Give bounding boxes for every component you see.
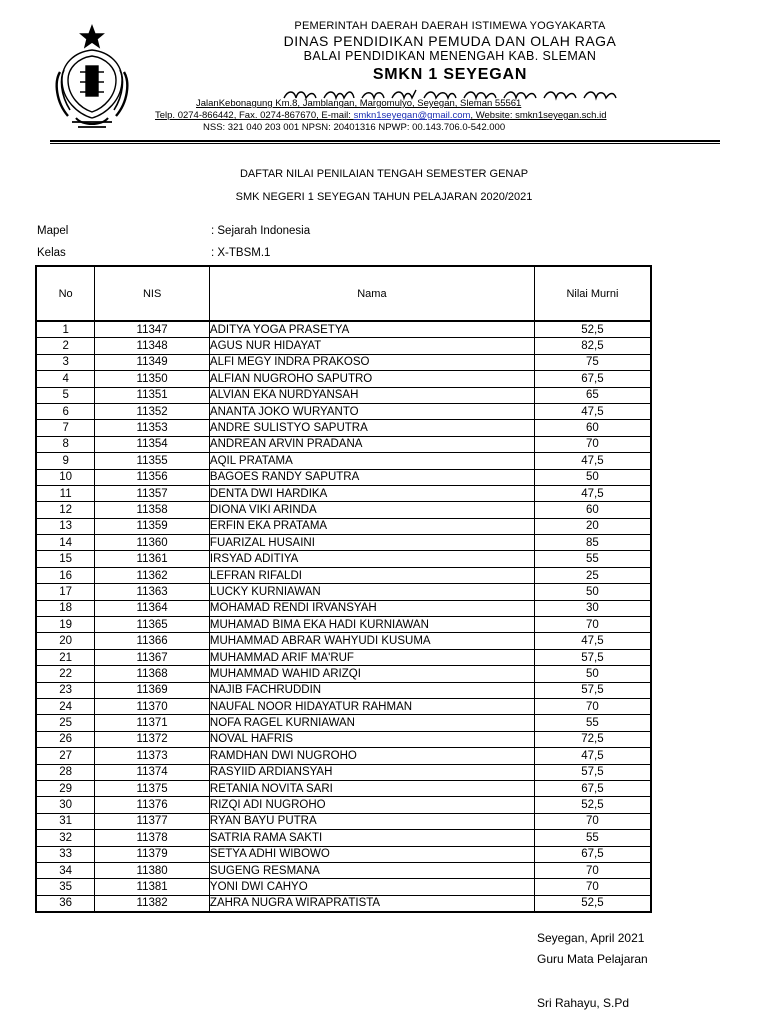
table-row — [36, 354, 651, 370]
cell-nama: SETYA ADHI WIBOWO — [209, 846, 534, 862]
cell-nis: 11354 — [95, 436, 210, 452]
cell-no: 15 — [36, 551, 95, 567]
cell-nama: ANDRE SULISTYO SAPUTRA — [209, 420, 534, 436]
cell-nilai: 55 — [534, 715, 651, 731]
cell-nilai: 50 — [534, 666, 651, 682]
cell-no: 23 — [36, 682, 95, 698]
cell-nama: RASYIID ARDIANSYAH — [209, 764, 534, 780]
table-row — [36, 453, 651, 469]
cell-nis: 11347 — [95, 321, 210, 338]
cell-nilai: 82,5 — [534, 338, 651, 354]
letterhead — [0, 0, 768, 145]
cell-no: 34 — [36, 862, 95, 878]
table-row — [36, 617, 651, 633]
table-row — [36, 436, 651, 452]
cell-no: 11 — [36, 485, 95, 501]
cell-nama: AGUS NUR HIDAYAT — [209, 338, 534, 354]
cell-nilai: 67,5 — [534, 780, 651, 796]
cell-nis: 11382 — [95, 895, 210, 912]
cell-nama: AQIL PRATAMA — [209, 453, 534, 469]
cell-no: 29 — [36, 780, 95, 796]
cell-nis: 11367 — [95, 649, 210, 665]
cell-nilai: 65 — [534, 387, 651, 403]
cell-nis: 11375 — [95, 780, 210, 796]
cell-nis: 11353 — [95, 420, 210, 436]
cell-no: 13 — [36, 518, 95, 534]
cell-no: 7 — [36, 420, 95, 436]
kelas-label: Kelas — [37, 247, 66, 259]
cell-nama: IRSYAD ADITIYA — [209, 551, 534, 567]
header-nis: NIS — [95, 266, 210, 321]
table-row — [36, 584, 651, 600]
letterhead-line2: DINAS PENDIDIKAN PEMUDA DAN OLAH RAGA — [283, 33, 617, 49]
header-nama: Nama — [209, 266, 534, 321]
cell-nama: ALFIAN NUGROHO SAPUTRO — [209, 371, 534, 387]
cell-no: 8 — [36, 436, 95, 452]
table-row — [36, 797, 651, 813]
cell-nama: ZAHRA NUGRA WIRAPRATISTA — [209, 895, 534, 912]
cell-no: 4 — [36, 371, 95, 387]
table-row — [36, 387, 651, 403]
cell-no: 9 — [36, 453, 95, 469]
cell-nilai: 85 — [534, 535, 651, 551]
cell-nilai: 57,5 — [534, 764, 651, 780]
cell-nilai: 50 — [534, 469, 651, 485]
cell-no: 26 — [36, 731, 95, 747]
cell-nilai: 25 — [534, 567, 651, 583]
cell-nama: NOFA RAGEL KURNIAWAN — [209, 715, 534, 731]
cell-nilai: 70 — [534, 436, 651, 452]
cell-no: 21 — [36, 649, 95, 665]
cell-no: 33 — [36, 846, 95, 862]
cell-nilai: 72,5 — [534, 731, 651, 747]
table-row — [36, 715, 651, 731]
cell-no: 3 — [36, 354, 95, 370]
table-row — [36, 879, 651, 895]
cell-nilai: 52,5 — [534, 321, 651, 338]
table-row — [36, 748, 651, 764]
table-row — [36, 518, 651, 534]
cell-nilai: 60 — [534, 502, 651, 518]
cell-nis: 11348 — [95, 338, 210, 354]
cell-no: 5 — [36, 387, 95, 403]
table-row — [36, 403, 651, 419]
table-row — [36, 633, 651, 649]
cell-nama: RIZQI ADI NUGROHO — [209, 797, 534, 813]
cell-nis: 11360 — [95, 535, 210, 551]
cell-no: 35 — [36, 879, 95, 895]
cell-nis: 11361 — [95, 551, 210, 567]
letterhead-address: JalanKebonagung Km.8, Jamblangan, Margomulyo, Seyegan, Sleman 55561 — [196, 98, 522, 109]
letterhead-contact: Telp. 0274-866442, Fax. 0274-867670, E-mail: smkn1seyegan@gmail.com, Website: smkn1seyegan.sch.id — [155, 110, 607, 121]
cell-nilai: 70 — [534, 879, 651, 895]
cell-nis: 11372 — [95, 731, 210, 747]
cell-nis: 11363 — [95, 584, 210, 600]
cell-nis: 11366 — [95, 633, 210, 649]
letterhead-rule — [50, 140, 720, 142]
cell-nama: RETANIA NOVITA SARI — [209, 780, 534, 796]
table-row — [36, 600, 651, 616]
cell-nis: 11368 — [95, 666, 210, 682]
cell-no: 36 — [36, 895, 95, 912]
cell-nis: 11349 — [95, 354, 210, 370]
letterhead-line1: PEMERINTAH DAERAH DAERAH ISTIMEWA YOGYAKARTA — [294, 20, 606, 32]
cell-nama: NAJIB FACHRUDDIN — [209, 682, 534, 698]
mapel-label: Mapel — [37, 225, 69, 237]
cell-nis: 11378 — [95, 830, 210, 846]
table-row — [36, 485, 651, 501]
school-name: SMKN 1 SEYEGAN — [372, 66, 528, 83]
cell-no: 2 — [36, 338, 95, 354]
cell-nama: NOVAL HAFRIS — [209, 731, 534, 747]
cell-nilai: 30 — [534, 600, 651, 616]
cell-nis: 11362 — [95, 567, 210, 583]
cell-no: 30 — [36, 797, 95, 813]
cell-no: 31 — [36, 813, 95, 829]
cell-nama: DIONA VIKI ARINDA — [209, 502, 534, 518]
cell-nilai: 75 — [534, 354, 651, 370]
cell-no: 32 — [36, 830, 95, 846]
cell-nis: 11380 — [95, 862, 210, 878]
cell-nama: FUARIZAL HUSAINI — [209, 535, 534, 551]
letterhead-ids: NSS: 321 040 203 001 NPSN: 20401316 NPWP: 00.143.706.0-542.000 — [203, 122, 506, 133]
cell-nis: 11379 — [95, 846, 210, 862]
cell-nilai: 55 — [534, 830, 651, 846]
cell-nama: MUHAMMAD ARIF MA'RUF — [209, 649, 534, 665]
cell-nilai: 70 — [534, 813, 651, 829]
cell-no: 6 — [36, 403, 95, 419]
table-row — [36, 698, 651, 714]
cell-nis: 11374 — [95, 764, 210, 780]
cell-nis: 11369 — [95, 682, 210, 698]
cell-nama: NAUFAL NOOR HIDAYATUR RAHMAN — [209, 698, 534, 714]
cell-nama: RAMDHAN DWI NUGROHO — [209, 748, 534, 764]
header-no: No — [36, 266, 95, 321]
cell-no: 28 — [36, 764, 95, 780]
cell-nama: YONI DWI CAHYO — [209, 879, 534, 895]
cell-nilai: 47,5 — [534, 748, 651, 764]
cell-nama: SUGENG RESMANA — [209, 862, 534, 878]
cell-nama: MOHAMAD RENDI IRVANSYAH — [209, 600, 534, 616]
table-row — [36, 321, 651, 338]
cell-nama: ADITYA YOGA PRASETYA — [209, 321, 534, 338]
cell-nama: MUHAMMAD ABRAR WAHYUDI KUSUMA — [209, 633, 534, 649]
cell-nilai: 67,5 — [534, 846, 651, 862]
email-link[interactable]: smkn1seyegan@gmail.com — [353, 110, 471, 121]
cell-nilai: 55 — [534, 551, 651, 567]
cell-no: 10 — [36, 469, 95, 485]
cell-nilai: 50 — [534, 584, 651, 600]
cell-no: 27 — [36, 748, 95, 764]
cell-nis: 11355 — [95, 453, 210, 469]
cell-nama: ALFI MEGY INDRA PRAKOSO — [209, 354, 534, 370]
letterhead-line3: BALAI PENDIDIKAN MENENGAH KAB. SLEMAN — [303, 49, 597, 63]
cell-nilai: 57,5 — [534, 649, 651, 665]
cell-no: 17 — [36, 584, 95, 600]
table-row — [36, 895, 651, 912]
table-row — [36, 567, 651, 583]
cell-nilai: 47,5 — [534, 485, 651, 501]
table-row — [36, 551, 651, 567]
table-row — [36, 338, 651, 354]
cell-nis: 11358 — [95, 502, 210, 518]
cell-nis: 11359 — [95, 518, 210, 534]
cell-nilai: 67,5 — [534, 371, 651, 387]
cell-nis: 11381 — [95, 879, 210, 895]
header-nilai: Nilai Murni — [534, 266, 651, 321]
cell-nama: SATRIA RAMA SAKTI — [209, 830, 534, 846]
document-title: DAFTAR NILAI PENILAIAN TENGAH SEMESTER GENAP — [239, 168, 529, 180]
cell-nis: 11364 — [95, 600, 210, 616]
cell-nis: 11351 — [95, 387, 210, 403]
cell-nilai: 52,5 — [534, 895, 651, 912]
cell-nis: 11352 — [95, 403, 210, 419]
cell-no: 12 — [36, 502, 95, 518]
table-row — [36, 862, 651, 878]
cell-nama: MUHAMAD BIMA EKA HADI KURNIAWAN — [209, 617, 534, 633]
cell-no: 19 — [36, 617, 95, 633]
table-row — [36, 682, 651, 698]
cell-nilai: 70 — [534, 698, 651, 714]
cell-nama: MUHAMMAD WAHID ARIZQI — [209, 666, 534, 682]
table-row — [36, 666, 651, 682]
cell-nis: 11371 — [95, 715, 210, 731]
cell-nama: DENTA DWI HARDIKA — [209, 485, 534, 501]
cell-nis: 11356 — [95, 469, 210, 485]
cell-nis: 11377 — [95, 813, 210, 829]
table-row — [36, 649, 651, 665]
cell-nama: ANANTA JOKO WURYANTO — [209, 403, 534, 419]
cell-no: 20 — [36, 633, 95, 649]
cell-nilai: 47,5 — [534, 453, 651, 469]
cell-nilai: 70 — [534, 862, 651, 878]
cell-nama: ALVIAN EKA NURDYANSAH — [209, 387, 534, 403]
cell-nis: 11350 — [95, 371, 210, 387]
letterhead-rule-thin — [50, 143, 720, 144]
cell-nilai: 52,5 — [534, 797, 651, 813]
cell-nis: 11357 — [95, 485, 210, 501]
cell-nama: ERFIN EKA PRATAMA — [209, 518, 534, 534]
grades-table — [35, 265, 652, 913]
diy-emblem-icon — [52, 22, 132, 132]
cell-nis: 11370 — [95, 698, 210, 714]
cell-no: 16 — [36, 567, 95, 583]
table-row — [36, 846, 651, 862]
cell-nis: 11365 — [95, 617, 210, 633]
cell-nilai: 60 — [534, 420, 651, 436]
table-row — [36, 535, 651, 551]
table-row — [36, 371, 651, 387]
table-row — [36, 780, 651, 796]
table-row — [36, 502, 651, 518]
cell-nilai: 20 — [534, 518, 651, 534]
table-row — [36, 830, 651, 846]
cell-nama: ANDREAN ARVIN PRADANA — [209, 436, 534, 452]
cell-nama: BAGOES RANDY SAPUTRA — [209, 469, 534, 485]
cell-nilai: 47,5 — [534, 403, 651, 419]
cell-nama: RYAN BAYU PUTRA — [209, 813, 534, 829]
table-row — [36, 420, 651, 436]
cell-nilai: 47,5 — [534, 633, 651, 649]
cell-nilai: 57,5 — [534, 682, 651, 698]
cell-nama: LEFRAN RIFALDI — [209, 567, 534, 583]
table-body — [36, 321, 651, 912]
document-subtitle: SMK NEGERI 1 SEYEGAN TAHUN PELAJARAN 2020/2021 — [235, 191, 533, 203]
cell-no: 25 — [36, 715, 95, 731]
cell-no: 24 — [36, 698, 95, 714]
cell-nilai: 70 — [534, 617, 651, 633]
table-row — [36, 731, 651, 747]
cell-no: 22 — [36, 666, 95, 682]
cell-no: 18 — [36, 600, 95, 616]
sign-role: Guru Mata Pelajaran — [537, 952, 648, 966]
cell-nama: LUCKY KURNIAWAN — [209, 584, 534, 600]
sign-name: Sri Rahayu, S.Pd — [537, 996, 630, 1010]
mapel-value: : Sejarah Indonesia — [211, 225, 311, 237]
kelas-value: : X-TBSM.1 — [211, 247, 271, 259]
table-header-row — [36, 266, 651, 321]
cell-nis: 11376 — [95, 797, 210, 813]
table-row — [36, 813, 651, 829]
table-row — [36, 469, 651, 485]
cell-no: 1 — [36, 321, 95, 338]
cell-nis: 11373 — [95, 748, 210, 764]
table-row — [36, 764, 651, 780]
cell-no: 14 — [36, 535, 95, 551]
sign-place-date: Seyegan, April 2021 — [537, 931, 645, 945]
